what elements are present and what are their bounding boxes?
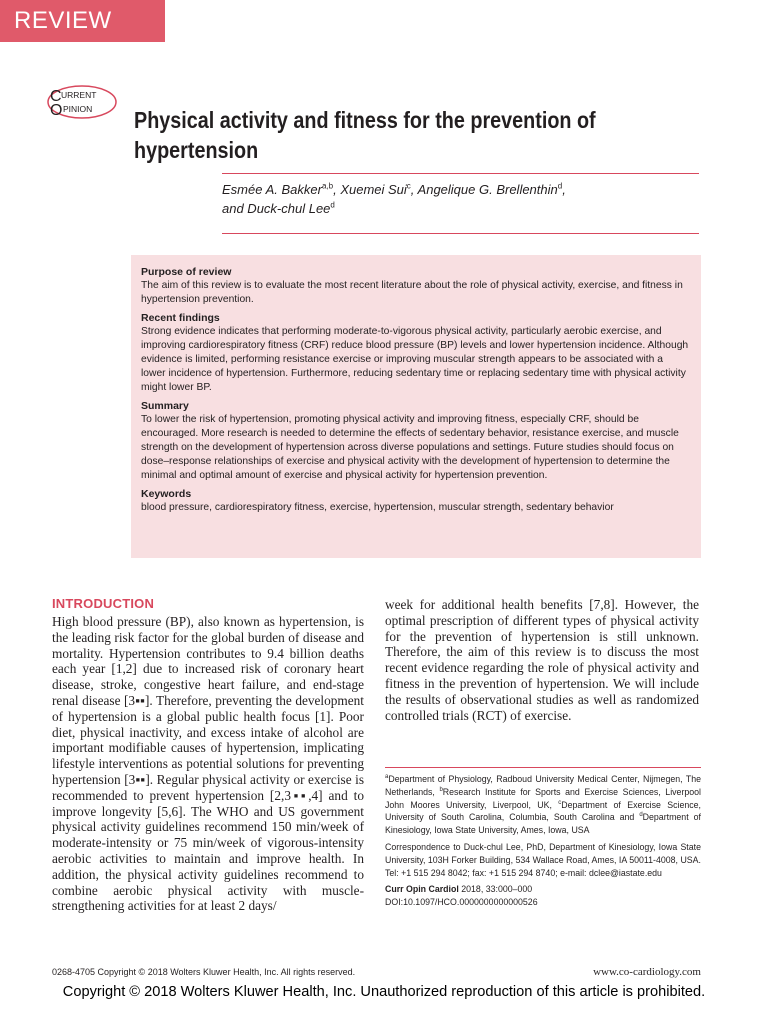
section-label: REVIEW [0, 0, 165, 42]
keywords-heading: Keywords [141, 488, 192, 500]
svg-text:O: O [50, 102, 63, 119]
keywords-text: blood pressure, cardiorespiratory fitness, exercise, hypertension, muscular strength, sedentary behavior [141, 502, 614, 513]
author: Xuemei Sui$^c$, [340, 181, 418, 197]
affiliations: $^a$Department of Physiology, Radboud University Medical Center, Nijmegen, The Netherlands, $^b$Research Institute for Sports and Exercise Sciences, Liverpool John Moores University, Liverpool, UK, $^c$Department of Exercise Science, University of South Carolina, Columbia, South Carolina and $^d$Department of Kinesiology, Iowa State University, Ames, Iowa, USA [385, 774, 702, 836]
body-column-left: High blood pressure (BP), also known as hypertension, is the leading risk factor for the global burden of disease and mortality. Hypertension contributes to 9.4 billion deaths each year [1,2] due to increased risk of coronary heart disease, stroke, congestive heart failure, and end-stage renal disease [3▪▪]. Therefore, preventing the development of hypertension is a global public health focus [1]. Poor diet, physical inactivity, and excess intake of alcohol are important modifiable causes of hypertension, implicating lifestyle interventions as potential solutions for preventing hypertension [3▪▪]. Regular physical activity or exercise is recommended to prevent hypertension [2,3▪▪,4] and to improve longevity [5,6]. The WHO and US government physical activity guidelines recommend 150 min/week of moderate-intensity or 75 min/week of vigorous-intensity aerobic activities to maintain and improve health. In addition, the physical activity guidelines recommend to combine aerobic physical activity with muscle-strengthening activities for at least 2 days/ [52, 614, 364, 914]
abstract-box [131, 255, 701, 558]
purpose-heading: Purpose of review [141, 266, 232, 278]
doi: DOI:10.1097/HCO.0000000000000526 [385, 897, 538, 908]
findings-heading: Recent findings [141, 312, 220, 324]
summary-text: To lower the risk of hypertension, promoting physical activity and improving fitness, especially CRF, should be encouraged. More research is needed to determine the effects of sedentary behavior, resistance exercise, and muscle strength on the development of hypertension across diverse populations and settings. Future studies should focus on dose–response relationships of exercise and physical activity with the development of hypertension to determine the minimal and optimal amount of exercise and physical activity for hypertension prevention. [141, 414, 679, 481]
issn-copyright: 0268-4705 Copyright © 2018 Wolters Kluwer Health, Inc. All rights reserved. [52, 967, 356, 977]
author: Angelique G. Brellenthin$^d$, [417, 181, 566, 197]
purpose-text: The aim of this review is to evaluate the most recent literature about the role of physical activity, exercise, and fitness in hypertension prevention. [141, 280, 683, 305]
author: Esmée A. Bakker$^{a,b}$, [222, 181, 341, 197]
current-opinion-logo [46, 84, 118, 120]
article-title: Physical activity and fitness for the prevention of hypertension [134, 107, 596, 164]
section-heading: INTRODUCTION [52, 596, 155, 611]
body-column-right: week for additional health benefits [7,8]. However, the optimal prescription of different types of physical activity for the prevention of hypertension is still unknown. Therefore, the aim of this review is to discuss the most recent evidence regarding the role of physical activity and fitness in the prevention of hypertension. We will include the results of observational studies as well as randomized controlled trials (RCT) of exercise. [385, 597, 699, 723]
svg-text:URRENT: URRENT [61, 90, 97, 100]
author: and Duck-chul Lee$^d$ [222, 200, 335, 216]
svg-text:PINION: PINION [63, 104, 93, 114]
summary-heading: Summary [141, 400, 189, 412]
findings-text: Strong evidence indicates that performing moderate-to-vigorous physical activity, particularly aerobic exercise, and improving cardiorespiratory fitness (CRF) reduce blood pressure (BP) levels and lower hypertension incidence. Although evidence is limited, performing resistance exercise or improving muscular strength appears to be associated with a lower incidence of hypertension. Furthermore, reducing sedentary time or replacing sedentary time with physical activity might lower BP. [141, 326, 689, 393]
correspondence: Correspondence to Duck-chul Lee, PhD, Department of Kinesiology, Iowa State University, 103H Forker Building, 534 Wallace Road, Ames, IA 50011-4008, USA. Tel: +1 515 294 8042; fax: +1 515 294 8740; e-mail: dclee@iastate.edu [385, 841, 701, 878]
svg-text:C: C [50, 88, 62, 105]
author-list [222, 180, 722, 218]
journal-website-link[interactable]: www.co-cardiology.com [593, 966, 701, 978]
title-divider [222, 173, 699, 174]
author-divider [222, 233, 699, 234]
copyright-banner: Copyright © 2018 Wolters Kluwer Health, Inc. Unauthorized reproduction of this article is prohibited. [62, 984, 706, 1000]
journal-citation: Curr Opin Cardiol 2018, 33:000–000 [385, 884, 533, 895]
footnote-divider [385, 767, 701, 768]
footnotes [385, 773, 701, 909]
